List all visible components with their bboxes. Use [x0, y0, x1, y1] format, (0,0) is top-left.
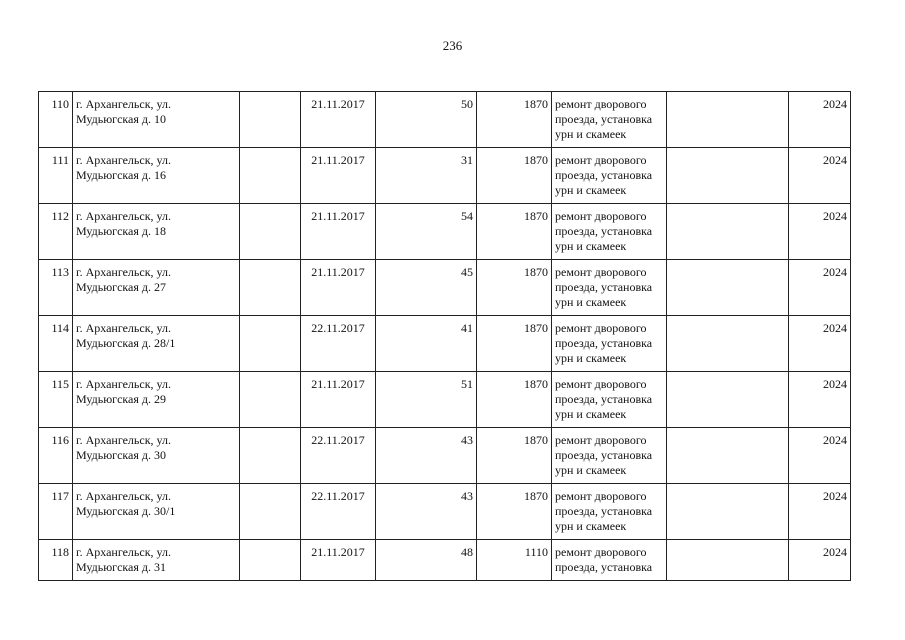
- count-cell: 54: [376, 204, 477, 260]
- date-cell: 22.11.2017: [301, 484, 376, 540]
- work-line: урн и скамеек: [555, 239, 627, 253]
- work-cell: [552, 316, 667, 372]
- area-cell: 1110: [477, 540, 552, 581]
- count-cell: 43: [376, 484, 477, 540]
- address-line: г. Архангельск, ул.: [76, 97, 171, 111]
- empty-cell: [667, 484, 789, 540]
- work-line: урн и скамеек: [555, 127, 627, 141]
- address-line: Мудьюгская д. 16: [76, 168, 167, 182]
- row-number: 110: [39, 92, 73, 148]
- work-line: проезда, установка: [555, 168, 653, 182]
- date-cell: 21.11.2017: [301, 204, 376, 260]
- table-body: [39, 92, 851, 581]
- address-cell: [73, 372, 240, 428]
- work-cell: [552, 204, 667, 260]
- address-line: Мудьюгская д. 10: [76, 112, 167, 126]
- row-number: 116: [39, 428, 73, 484]
- work-line: проезда, установка: [555, 336, 653, 350]
- count-cell: 48: [376, 540, 477, 581]
- year-cell: 2024: [789, 148, 851, 204]
- count-cell: 31: [376, 148, 477, 204]
- empty-cell: [667, 92, 789, 148]
- address-line: г. Архангельск, ул.: [76, 209, 171, 223]
- address-cell: [73, 484, 240, 540]
- work-line: урн и скамеек: [555, 295, 627, 309]
- address-line: Мудьюгская д. 28/1: [76, 336, 176, 350]
- address-line: г. Архангельск, ул.: [76, 545, 171, 559]
- address-cell: [73, 316, 240, 372]
- work-line: ремонт дворового: [555, 209, 647, 223]
- address-line: г. Архангельск, ул.: [76, 321, 171, 335]
- year-cell: 2024: [789, 92, 851, 148]
- empty-cell: [240, 260, 301, 316]
- empty-cell: [667, 148, 789, 204]
- work-line: проезда, установка: [555, 392, 653, 406]
- work-line: проезда, установка: [555, 280, 653, 294]
- empty-cell: [667, 260, 789, 316]
- empty-cell: [240, 372, 301, 428]
- work-line: ремонт дворового: [555, 545, 647, 559]
- year-cell: 2024: [789, 204, 851, 260]
- empty-cell: [667, 428, 789, 484]
- empty-cell: [667, 372, 789, 428]
- table-row: [39, 428, 851, 484]
- count-cell: 41: [376, 316, 477, 372]
- date-cell: 22.11.2017: [301, 316, 376, 372]
- table-row: [39, 316, 851, 372]
- area-cell: 1870: [477, 316, 552, 372]
- row-number: 113: [39, 260, 73, 316]
- table-row: [39, 148, 851, 204]
- address-cell: [73, 428, 240, 484]
- work-line: урн и скамеек: [555, 519, 627, 533]
- empty-cell: [667, 540, 789, 581]
- row-number: 118: [39, 540, 73, 581]
- address-cell: [73, 148, 240, 204]
- empty-cell: [240, 484, 301, 540]
- work-line: ремонт дворового: [555, 265, 647, 279]
- work-line: проезда, установка: [555, 448, 653, 462]
- address-cell: [73, 260, 240, 316]
- count-cell: 43: [376, 428, 477, 484]
- year-cell: 2024: [789, 428, 851, 484]
- empty-cell: [240, 148, 301, 204]
- work-line: ремонт дворового: [555, 489, 647, 503]
- address-cell: [73, 204, 240, 260]
- work-line: ремонт дворового: [555, 433, 647, 447]
- date-cell: 21.11.2017: [301, 260, 376, 316]
- work-line: проезда, установка: [555, 224, 653, 238]
- area-cell: 1870: [477, 260, 552, 316]
- work-cell: [552, 372, 667, 428]
- work-cell: [552, 92, 667, 148]
- table-row: [39, 540, 851, 581]
- address-cell: [73, 92, 240, 148]
- work-cell: [552, 148, 667, 204]
- work-line: проезда, установка: [555, 504, 653, 518]
- date-cell: 21.11.2017: [301, 148, 376, 204]
- empty-cell: [240, 540, 301, 581]
- count-cell: 50: [376, 92, 477, 148]
- row-number: 117: [39, 484, 73, 540]
- address-line: Мудьюгская д. 18: [76, 224, 167, 238]
- work-line: ремонт дворового: [555, 97, 647, 111]
- address-cell: [73, 540, 240, 581]
- address-line: Мудьюгская д. 30/1: [76, 504, 176, 518]
- count-cell: 51: [376, 372, 477, 428]
- table-row: [39, 260, 851, 316]
- work-line: ремонт дворового: [555, 377, 647, 391]
- row-number: 112: [39, 204, 73, 260]
- address-line: г. Архангельск, ул.: [76, 489, 171, 503]
- address-line: г. Архангельск, ул.: [76, 377, 171, 391]
- area-cell: 1870: [477, 372, 552, 428]
- row-number: 115: [39, 372, 73, 428]
- year-cell: 2024: [789, 316, 851, 372]
- work-line: ремонт дворового: [555, 153, 647, 167]
- area-cell: 1870: [477, 92, 552, 148]
- work-line: урн и скамеек: [555, 183, 627, 197]
- empty-cell: [240, 204, 301, 260]
- area-cell: 1870: [477, 204, 552, 260]
- table-row: [39, 92, 851, 148]
- work-line: урн и скамеек: [555, 351, 627, 365]
- table-row: [39, 372, 851, 428]
- date-cell: 22.11.2017: [301, 428, 376, 484]
- work-line: урн и скамеек: [555, 407, 627, 421]
- empty-cell: [667, 204, 789, 260]
- work-line: проезда, установка: [555, 560, 653, 574]
- area-cell: 1870: [477, 148, 552, 204]
- address-line: г. Архангельск, ул.: [76, 433, 171, 447]
- work-line: ремонт дворового: [555, 321, 647, 335]
- count-cell: 45: [376, 260, 477, 316]
- row-number: 111: [39, 148, 73, 204]
- row-number: 114: [39, 316, 73, 372]
- work-cell: [552, 540, 667, 581]
- year-cell: 2024: [789, 540, 851, 581]
- year-cell: 2024: [789, 372, 851, 428]
- empty-cell: [667, 316, 789, 372]
- address-line: Мудьюгская д. 30: [76, 448, 167, 462]
- year-cell: 2024: [789, 484, 851, 540]
- year-cell: 2024: [789, 260, 851, 316]
- address-line: г. Архангельск, ул.: [76, 153, 171, 167]
- date-cell: 21.11.2017: [301, 92, 376, 148]
- empty-cell: [240, 316, 301, 372]
- address-line: Мудьюгская д. 29: [76, 392, 167, 406]
- work-cell: [552, 428, 667, 484]
- address-line: г. Архангельск, ул.: [76, 265, 171, 279]
- area-cell: 1870: [477, 428, 552, 484]
- date-cell: 21.11.2017: [301, 540, 376, 581]
- address-line: Мудьюгская д. 27: [76, 280, 167, 294]
- table-row: [39, 204, 851, 260]
- area-cell: 1870: [477, 484, 552, 540]
- table-row: [39, 484, 851, 540]
- work-cell: [552, 260, 667, 316]
- empty-cell: [240, 428, 301, 484]
- address-line: Мудьюгская д. 31: [76, 560, 167, 574]
- work-line: проезда, установка: [555, 112, 653, 126]
- page-number: 236: [442, 38, 463, 53]
- date-cell: 21.11.2017: [301, 372, 376, 428]
- empty-cell: [240, 92, 301, 148]
- work-cell: [552, 484, 667, 540]
- yard-improvement-table: [38, 91, 851, 581]
- work-line: урн и скамеек: [555, 463, 627, 477]
